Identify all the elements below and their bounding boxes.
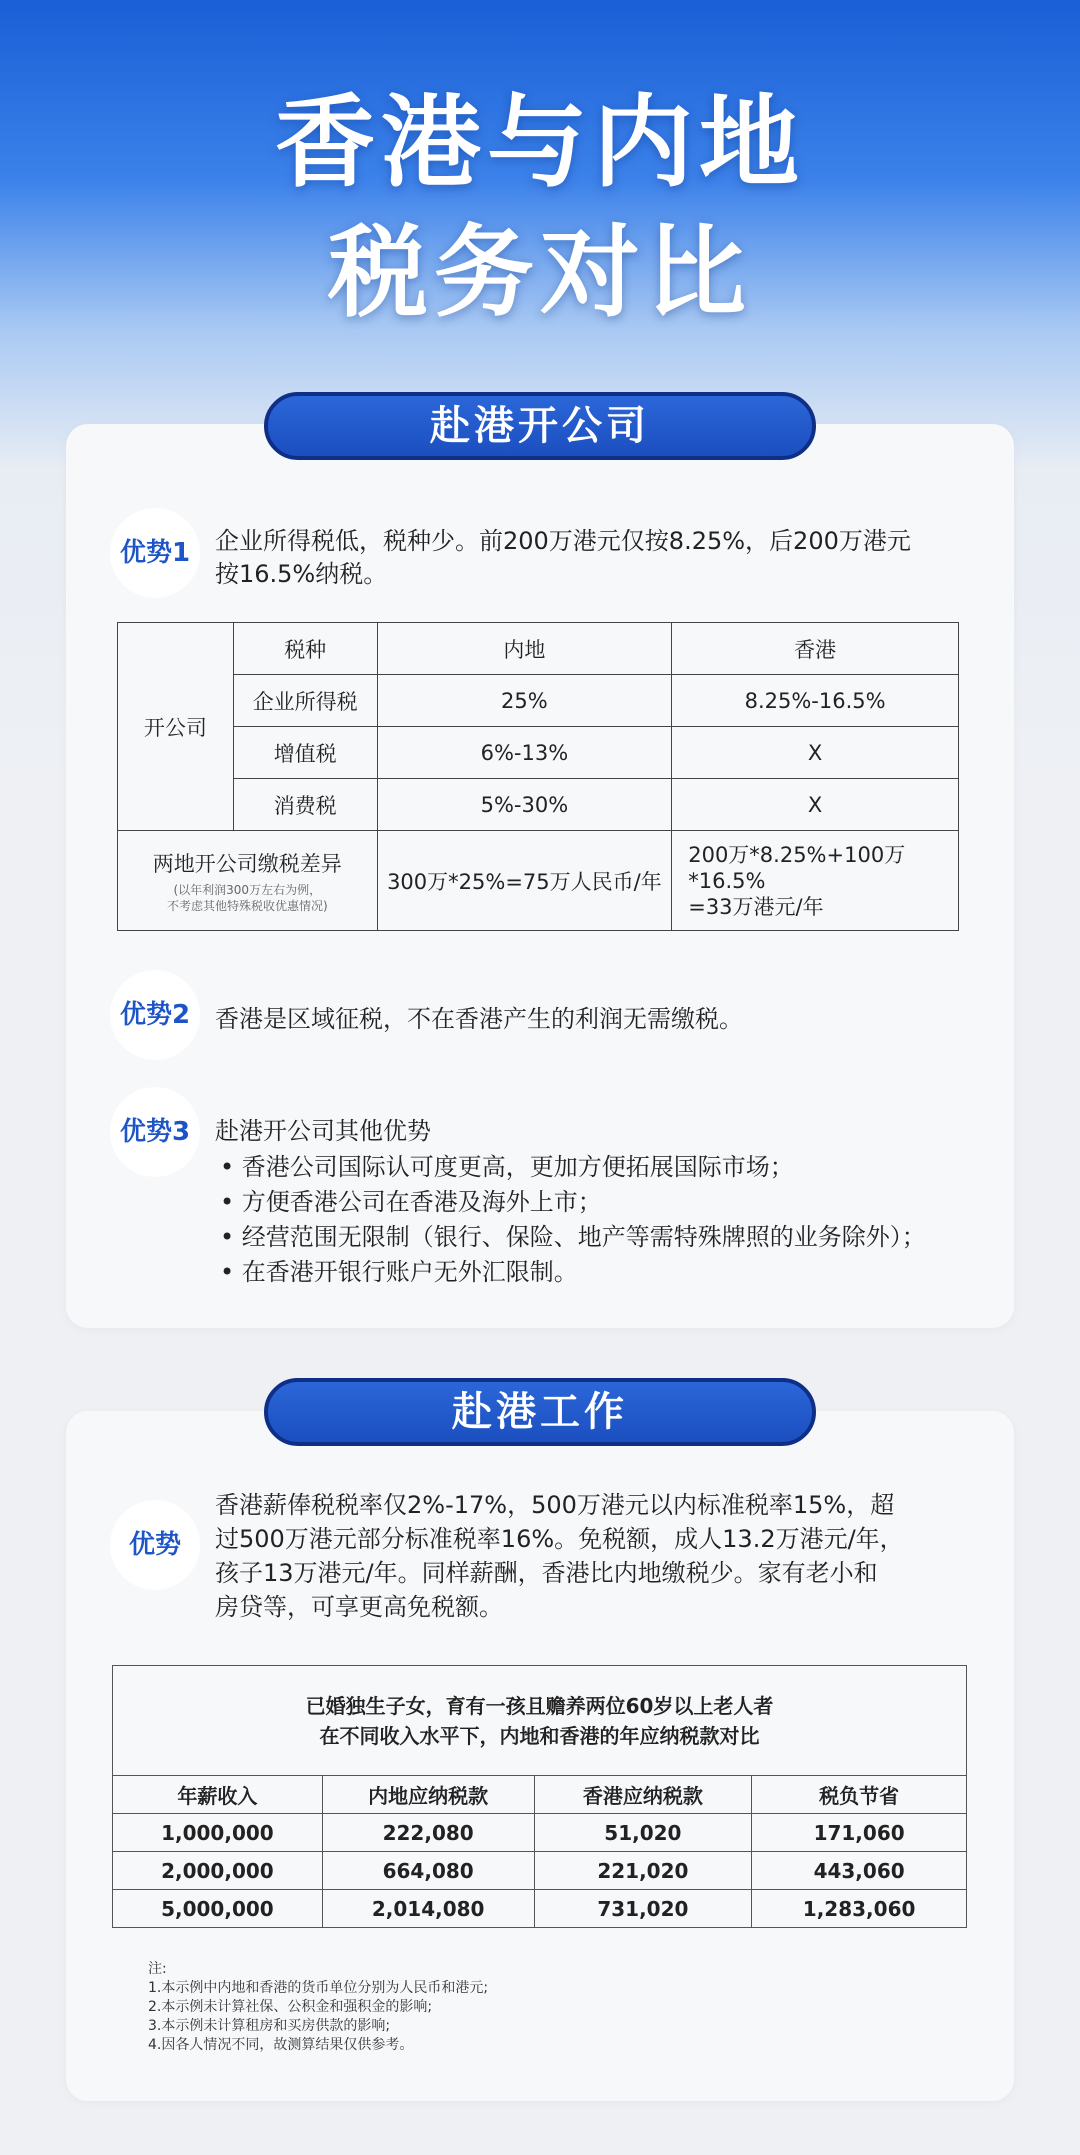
savings-cell: 171,060: [752, 1814, 967, 1852]
work-advantage-text: [215, 1488, 904, 1624]
advantage1-badge: 优势1: [110, 508, 200, 598]
work-section-heading: 赴港工作: [264, 1378, 816, 1446]
footnote: 3.本示例未计算租房和买房供款的影响;: [148, 2018, 391, 2034]
header-cell: 年薪收入: [113, 1776, 323, 1814]
mainland-cell: 25%: [377, 675, 672, 727]
table-caption: [113, 1666, 967, 1776]
tax-type-cell: 企业所得税: [233, 675, 377, 727]
mainland-cell: 6%-13%: [377, 727, 672, 779]
table-row: [118, 727, 959, 779]
diff-label-cell: [118, 831, 378, 931]
list-item: • 在香港开银行账户无外汇限制。: [220, 1258, 578, 1286]
tax-type-cell: 消费税: [233, 779, 377, 831]
savings-cell: 1,283,060: [752, 1890, 967, 1928]
table-row: [113, 1890, 967, 1928]
hk-cell: 8.25%-16.5%: [672, 675, 959, 727]
list-item: • 方便香港公司在香港及海外上市；: [220, 1188, 602, 1216]
header-cell: 香港应纳税款: [534, 1776, 752, 1814]
advantage3-list: [220, 1150, 926, 1290]
advantage1-text: [215, 525, 911, 591]
advantage2-badge: 优势2: [110, 970, 200, 1060]
salary-cell: 5,000,000: [113, 1890, 323, 1928]
company-section-heading: 赴港开公司: [264, 392, 816, 460]
hk-tax-cell: 51,020: [534, 1814, 752, 1852]
footnote: 1.本示例中内地和香港的货币单位分别为人民币和港元;: [148, 1980, 489, 1996]
table-row: [118, 831, 959, 931]
table-caption-line1: 已婚独生子女，育有一孩且赡养两位60岁以上老人者: [305, 1693, 774, 1718]
salary-cell: 1,000,000: [113, 1814, 323, 1852]
list-item: • 香港公司国际认可度更高，更加方便拓展国际市场；: [220, 1153, 794, 1181]
header-cell: 内地: [377, 623, 672, 675]
diff-note-line1: (以年利润300万左右为例，: [173, 882, 322, 897]
mainland-cell: 5%-30%: [377, 779, 672, 831]
advantage2-text: 香港是区域征税，不在香港产生的利润无需缴税。: [215, 1005, 743, 1033]
page-title-line2: 税务对比: [328, 214, 752, 331]
list-item: • 经营范围无限制（银行、保险、地产等需特殊牌照的业务除外）；: [220, 1223, 926, 1251]
header-cell: 税负节省: [752, 1776, 967, 1814]
table-row: [118, 675, 959, 727]
hk-tax-cell: 221,020: [534, 1852, 752, 1890]
header-cell: 内地应纳税款: [322, 1776, 534, 1814]
work-advantage-line: 过500万港元部分标准税率16%。免税额，成人13.2万港元/年，: [215, 1525, 904, 1553]
footnote-label: 注:: [148, 1961, 167, 1977]
mainland-tax-cell: 222,080: [322, 1814, 534, 1852]
mainland-tax-cell: 2,014,080: [322, 1890, 534, 1928]
page-title-line1: 香港与内地: [275, 84, 805, 201]
header-cell: 香港: [672, 623, 959, 675]
advantage3-badge: 优势3: [110, 1087, 200, 1177]
table-caption-line2: 在不同收入水平下，内地和香港的年应纳税款对比: [319, 1723, 760, 1748]
hk-cell: X: [672, 727, 959, 779]
table-row: [113, 1814, 967, 1852]
footnote: 2.本示例未计算社保、公积金和强积金的影响;: [148, 1999, 433, 2015]
header-cell: 税种: [233, 623, 377, 675]
hk-cell: X: [672, 779, 959, 831]
work-advantage-line: 房贷等，可享更高免税额。: [215, 1593, 503, 1621]
diff-hk-cell: [672, 831, 959, 931]
diff-label: 两地开公司缴税差异: [152, 851, 342, 876]
work-advantage-line: 孩子13万港元/年。同样薪酬，香港比内地缴税少。家有老小和: [215, 1559, 878, 1587]
advantage1-text-line2: 按16.5%纳税。: [215, 560, 388, 588]
hk-tax-cell: 731,020: [534, 1890, 752, 1928]
table-row: [118, 623, 959, 675]
diff-note-line2: 不考虑其他特殊税收优惠情况): [166, 898, 328, 913]
row-group-label: 开公司: [118, 623, 234, 831]
table-caption-row: [113, 1666, 967, 1776]
advantage3-text: 赴港开公司其他优势: [215, 1117, 431, 1145]
footnote: 4.因各人情况不同，故测算结果仅供参考。: [148, 2037, 414, 2053]
diff-mainland-cell: 300万*25%=75万人民币/年: [377, 831, 672, 931]
footnotes: [148, 1960, 488, 2055]
work-advantage-badge: 优势: [110, 1500, 200, 1590]
savings-cell: 443,060: [752, 1852, 967, 1890]
company-tax-table: [117, 622, 959, 931]
table-header-row: [113, 1776, 967, 1814]
tax-type-cell: 增值税: [233, 727, 377, 779]
mainland-tax-cell: 664,080: [322, 1852, 534, 1890]
salary-tax-table: [112, 1665, 967, 1928]
work-advantage-line: 香港薪俸税税率仅2%-17%，500万港元以内标准税率15%，超: [215, 1491, 895, 1519]
diff-hk-line1: 200万*8.25%+100万*16.5%: [688, 842, 906, 893]
advantage1-text-line1: 企业所得税低，税种少。前200万港元仅按8.25%，后200万港元: [215, 527, 911, 555]
salary-cell: 2,000,000: [113, 1852, 323, 1890]
diff-hk-line2: =33万港元/年: [688, 894, 824, 919]
diff-note: [118, 882, 377, 914]
table-row: [118, 779, 959, 831]
table-row: [113, 1852, 967, 1890]
